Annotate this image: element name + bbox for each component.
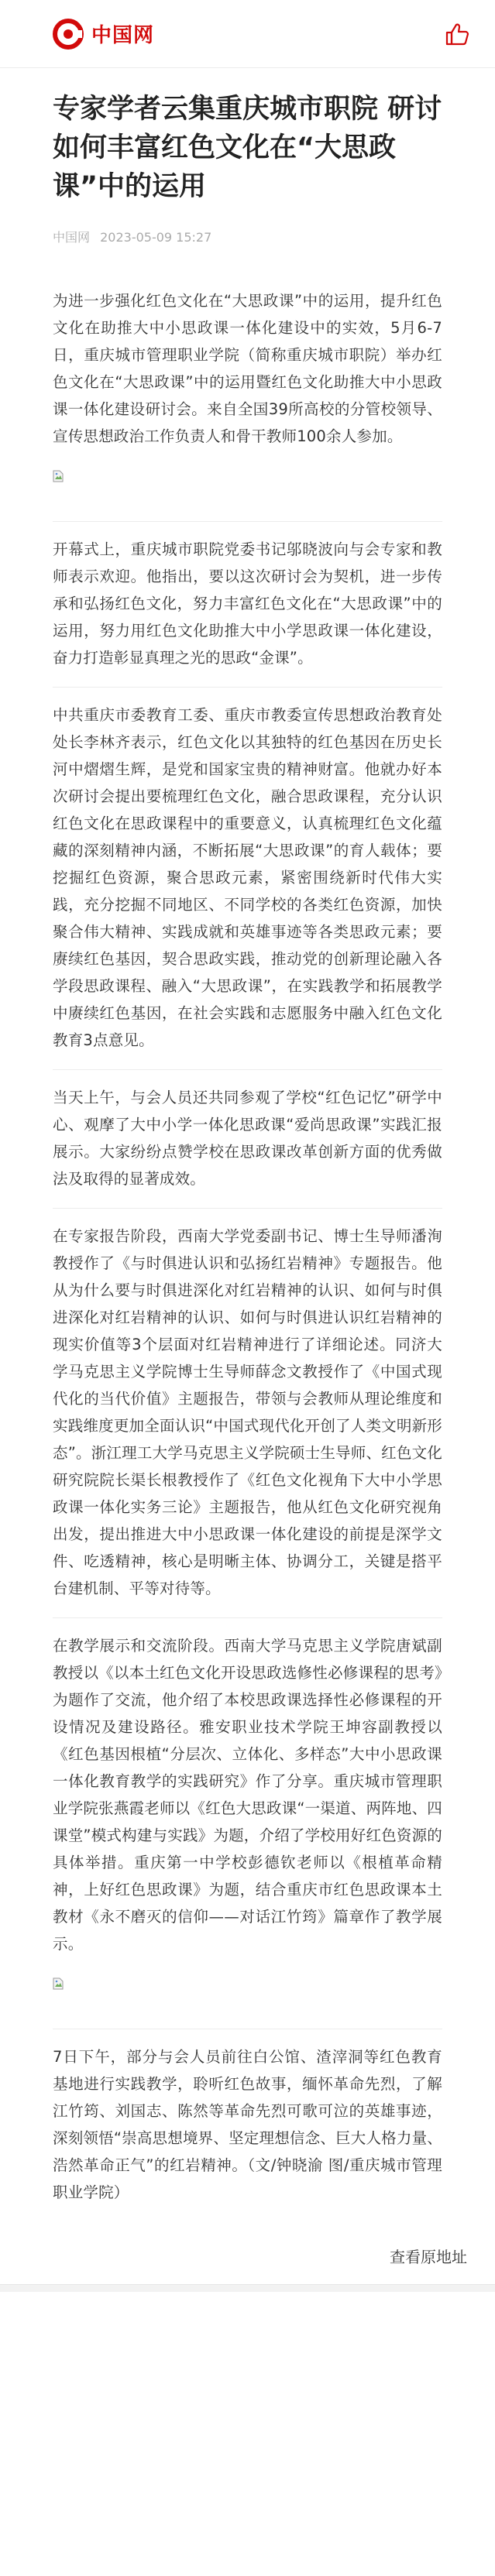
- article-paragraph: 在专家报告阶段，西南大学党委副书记、博士生导师潘洵教授作了《与时俱进认识和弘扬红岩精神》专题报告。他从为什么要与时俱进深化对红岩精神的认识、如何与时俱进深化对红岩精神的认识、如何与时俱进认识红岩精神的现实价值等3个层面对红岩精神进行了详细论述。同济大学马克思主义学院博士生导师薛念文教授作了《中国式现代化的当代价值》主题报告，带领与会教师从理论维度和实践维度更加全面认识“中国式现代化开创了人类文明新形态”。浙江理工大学马克思主义学院硕士生导师、红色文化研究院院长渠长根教授作了《红色文化视角下大中小学思政课一体化实务三论》主题报告，他从红色文化研究视角出发，提出推进大中小思政课一体化建设的前提是深学文件、吃透精神，核心是明晰主体、协调分工，关键是搭平台建机制、平等对待等。: [53, 1227, 442, 1597]
- article-source: 中国网: [53, 230, 91, 245]
- site-logo[interactable]: [53, 19, 154, 50]
- article-image: [0, 1973, 495, 2029]
- article-paragraph: 7日下午，部分与会人员前往白公馆、渣滓洞等红色教育基地进行实践教学，聆听红色故事，缅怀革命先烈，了解江竹筠、刘国志、陈然等革命先烈可歌可泣的英雄事迹，深刻领悟“崇高思想境界、坚定理想信念、巨大人格力量、浩然革命正气”的红岩精神。（文/钟晓渝 图/重庆城市管理职业学院）: [53, 2048, 442, 2201]
- bottom-divider: [0, 2284, 495, 2292]
- brand-name: 中国网: [91, 24, 155, 47]
- article-paragraph: 中共重庆市委教育工委、重庆市教委宣传思想政治教育处处长李林齐表示，红色文化以其独特的红色基因在历史长河中熠熠生辉，是党和国家宝贵的精神财富。他就办好本次研讨会提出要梳理红色文化，融合思政课程，充分认识红色文化在思政课程中的重要意义，认真梳理红色文化蕴藏的深刻精神内涵，不断拓展“大思政课”的育人载体；要挖掘红色资源，聚合思政元素，紧密围绕新时代伟大实践，充分挖掘不同地区、不同学校的各类红色资源，加快聚合伟大精神、实践成就和英雄事迹等各类思政元素；要赓续红色基因，契合思政实践，推动党的创新理论融入各学段思政课程、融入“大思政课”，在实践教学和拓展教学中赓续红色基因，在社会实践和志愿服务中融入红色文化教育3点意见。: [53, 706, 442, 1049]
- article-paragraph: 在教学展示和交流阶段。西南大学马克思主义学院唐斌副教授以《以本土红色文化开设思政选修性必修课程的思考》为题作了交流，他介绍了本校思政课选择性必修课程的开设情况及建设路径。雅安职业技术学院王坤容副教授以《红色基因根植“分层次、立体化、多样态”大中小思政课一体化教育教学的实践研究》作了分享。重庆城市管理职业学院张燕霞老师以《红色大思政课“一渠道、两阵地、四课堂”模式构建与实践》为题，介绍了学校用好红色资源的具体举措。重庆第一中学校彭德钦老师以《根植革命精神，上好红色思政课》为题，结合重庆市红色思政课本土教材《永不磨灭的信仰——对话江竹筠》篇章作了教学展示。: [53, 1637, 442, 1953]
- article-title: 专家学者云集重庆城市职院 研讨如何丰富红色文化在“大思政课”中的运用: [53, 94, 442, 202]
- broken-image-icon: [53, 470, 64, 482]
- thumbs-up-icon[interactable]: [444, 21, 470, 47]
- broken-image-icon: [53, 1977, 64, 1990]
- china-net-logo-icon: [53, 19, 84, 50]
- article-body: [0, 273, 495, 2221]
- article-meta: [0, 228, 495, 245]
- article-paragraph: 为进一步强化红色文化在“大思政课”中的运用，提升红色文化在助推大中小思政课一体化建设中的实效，5月6-7日，重庆城市管理职业学院（简称重庆城市职院）举办红色文化在“大思政课”中的运用暨红色文化助推大中小思政课一体化建设研讨会。来自全国39所高校的分管校领导、宣传思想政治工作负责人和骨干教师100余人参加。: [53, 292, 442, 445]
- top-bar: [0, 0, 495, 68]
- article-paragraph: 开幕式上，重庆城市职院党委书记邬晓波向与会专家和教师表示欢迎。他指出，要以这次研讨会为契机，进一步传承和弘扬红色文化，努力丰富红色文化在“大思政课”中的运用，努力用红色文化助推大中小学思政课一体化建设，奋力打造彰显真理之光的思政“金课”。: [53, 540, 442, 667]
- article-paragraph: 当天上午，与会人员还共同参观了学校“红色记忆”研学中心、观摩了大中小学一体化思政课“爱尚思政课”实践汇报展示。大家纷纷点赞学校在思政课改革创新方面的优秀做法及取得的显著成效。: [53, 1089, 442, 1188]
- article-image: [0, 465, 495, 521]
- article-datetime: 2023-05-09 15:27: [100, 230, 212, 245]
- view-original-link[interactable]: 查看原地址: [390, 2248, 467, 2266]
